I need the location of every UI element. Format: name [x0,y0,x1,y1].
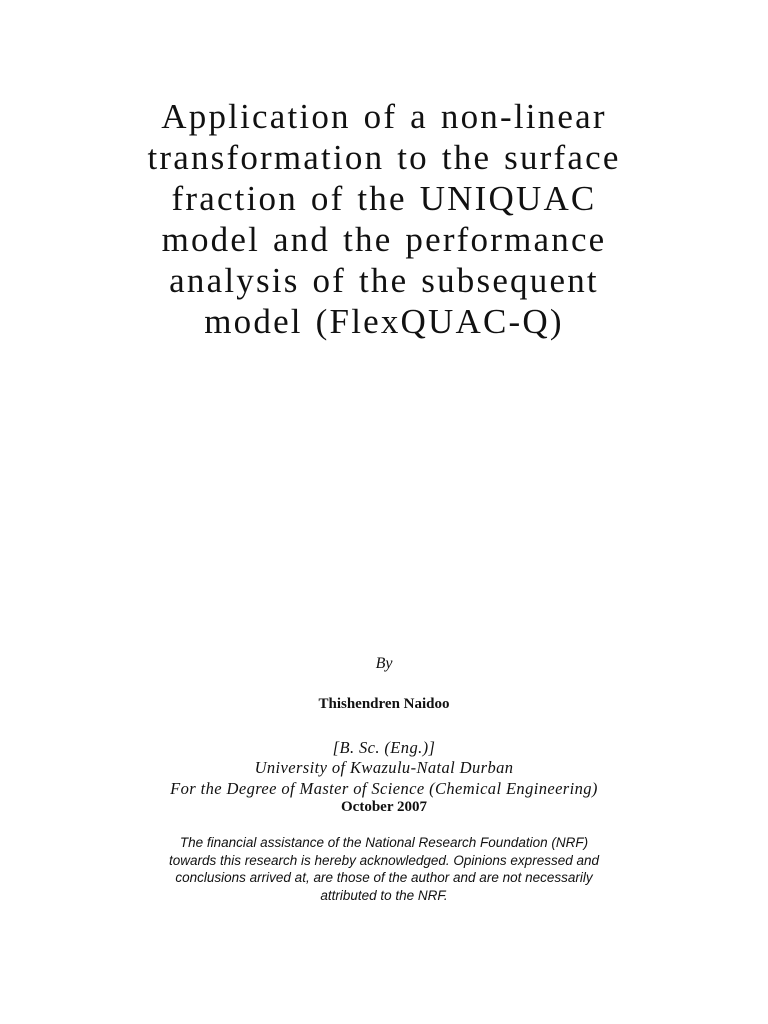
thesis-title-line: model and the performance [161,220,607,259]
submission-date: October 2007 [341,799,427,815]
thesis-title-line: transformation to the surface [147,138,621,177]
degree-statement: For the Degree of Master of Science (Chemical Engineering) [170,779,598,798]
funding-acknowledgement [84,834,684,904]
acknowledgement-line: The financial assistance of the National Research Foundation (NRF) [179,835,589,850]
acknowledgement-line: conclusions arrived at, are those of the author and are not necessarily [175,870,593,885]
acknowledgement-line: towards this research is hereby acknowledged. Opinions expressed and [169,852,599,868]
thesis-title-line: model (FlexQUAC-Q) [204,302,564,341]
university-name: University of Kwazulu-Natal Durban [254,758,514,777]
thesis-title-line: Application of a non-linear [161,97,607,136]
author-name: Thishendren Naidoo [318,696,450,712]
thesis-title-line: analysis of the subsequent [169,261,599,300]
acknowledgement-line: attributed to the NRF. [320,887,448,903]
prior-degree: [B. Sc. (Eng.)] [332,738,436,757]
thesis-title-line: fraction of the UNIQUAC [171,179,597,218]
thesis-title [84,96,684,342]
by-label: By [375,655,393,672]
